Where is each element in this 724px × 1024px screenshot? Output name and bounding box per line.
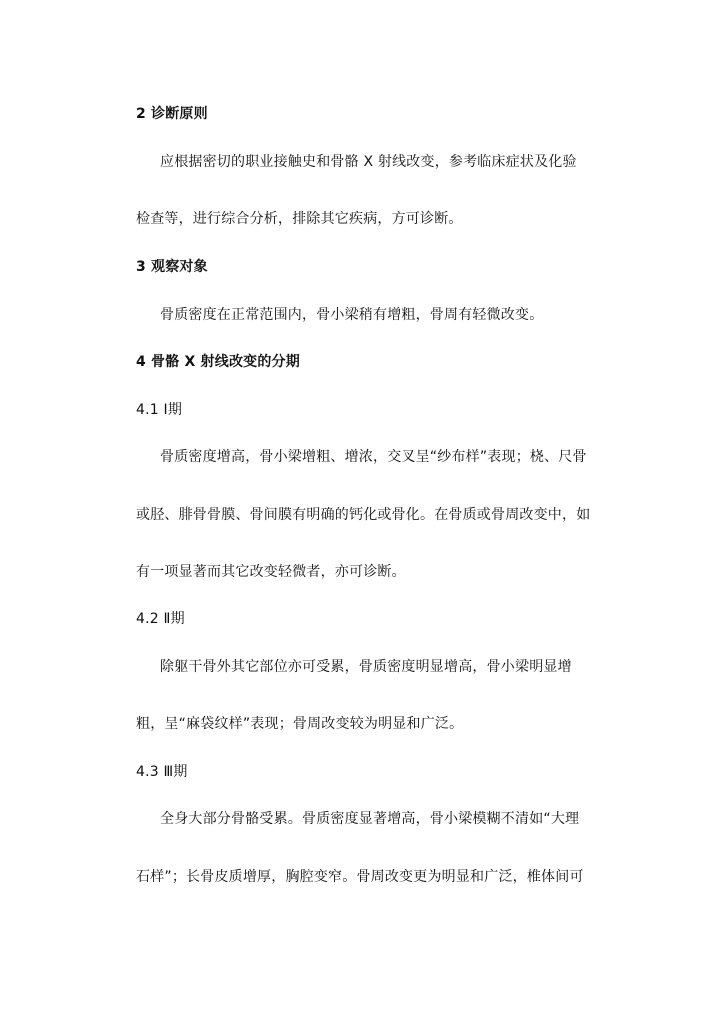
section-heading-xray-staging: 4 骨骼 X 射线改变的分期 — [136, 354, 300, 370]
subsection-heading-stage-2: 4.2 Ⅱ期 — [136, 611, 185, 627]
paragraph-line: 骨质密度增高，骨小梁增粗、增浓，交叉呈“纱布样”表现；桡、尺骨 — [160, 449, 587, 465]
section-heading-observation-target: 3 观察对象 — [136, 259, 208, 275]
subsection-heading-stage-1: 4.1 Ⅰ期 — [136, 402, 183, 418]
paragraph-line: 骨质密度在正常范围内，骨小梁稍有增粗，骨周有轻微改变。 — [160, 307, 544, 323]
section-heading-diagnosis-principle: 2 诊断原则 — [136, 106, 208, 122]
paragraph-line: 有一项显著而其它改变轻微者，亦可诊断。 — [136, 564, 406, 580]
paragraph-line: 除躯干骨外其它部位亦可受累，骨质密度明显增高，骨小梁明显增 — [160, 659, 572, 675]
paragraph-line: 应根据密切的职业接触史和骨骼 X 射线改变，参考临床症状及化验 — [160, 154, 577, 170]
paragraph-line: 粗，呈“麻袋纹样”表现；骨周改变较为明显和广泛。 — [136, 716, 464, 732]
paragraph-line: 检查等，进行综合分析，排除其它疾病，方可诊断。 — [136, 211, 463, 227]
paragraph-line: 或胫、腓骨骨膜、骨间膜有明确的钙化或骨化。在骨质或骨周改变中，如 — [136, 507, 591, 523]
subsection-heading-stage-3: 4.3 Ⅲ期 — [136, 764, 188, 780]
paragraph-line: 全身大部分骨骼受累。骨质密度显著增高，骨小梁模糊不清如“大理 — [160, 811, 580, 827]
paragraph-line: 石样”；长骨皮质增厚，胸腔变窄。骨周改变更为明显和广泛，椎体间可 — [136, 869, 584, 885]
